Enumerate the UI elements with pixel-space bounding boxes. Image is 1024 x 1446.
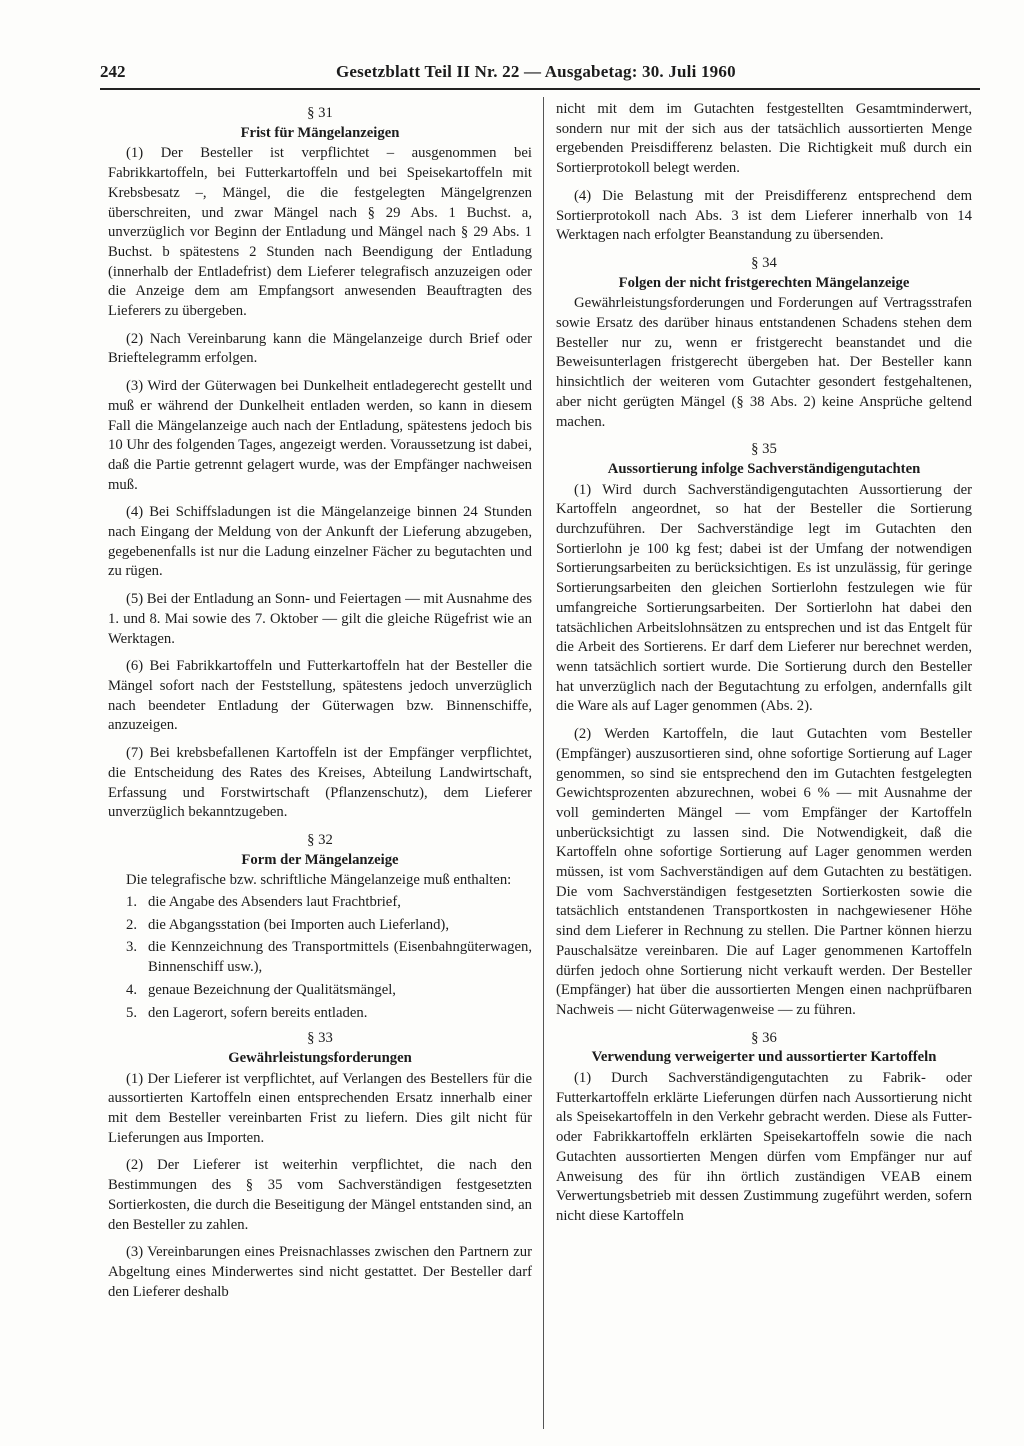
section-title: Verwendung verweigerter und aussortierter Kartoffeln: [591, 1049, 937, 1066]
running-title: Gesetzblatt Teil II Nr. 22 — Ausgabetag: 30. Juli 1960: [336, 62, 736, 81]
requirements-list: [108, 893, 532, 1023]
paragraph: (1) Der Lieferer ist verpflichtet, auf Verlangen des Bestellers für die aussortierten Kartoffeln einen entsprechenden Ersatz innerhalb einer mit dem Besteller vereinbarten Frist zu liefern. Dies gilt nicht für Lieferungen aus Importen.: [108, 1070, 532, 1146]
section-title: Aussortierung infolge Sachverständigengutachten: [607, 460, 921, 477]
section-number: § 36: [751, 1029, 777, 1046]
paragraph: (4) Die Belastung mit der Preisdifferenz entsprechend dem Sortierprotokoll nach Abs. 3 ist dem Lieferer innerhalb von 14 Werktagen nach erfolgter Beanstandung zu übersenden.: [556, 187, 972, 244]
paragraph: (2) Der Lieferer ist weiterhin verpflichtet, die nach den Bestimmungen des § 35 vom Sachverständigen festgesetzten Sortierkosten, die durch die Beseitigung der Mängel entstanden sind, an den Besteller zu zahlen.: [108, 1157, 532, 1233]
paragraph: (1) Wird durch Sachverständigengutachten Aussortierung der Kartoffeln angeordnet, so hat der Besteller die Sortierung durchzuführen. Der Sachverständige legt im Gutachten den Sortierlohn je 100 kg fest; dabei ist der Umfang der notwendigen Sortierungsarbeiten zu berücksichtigen. Es ist unzulässig, für geringe Sortierungsarbeiten den gleichen Sortierlohn festzulegen wie für umfangreiche Sortierungsarbeiten. Der Sortierlohn hat dabei den tatsächlichen Arbeitslohnsätzen zu entsprechen und ist das Entgelt für die Arbeit des Sortierens. Er darf dem Lieferer nur berechnet werden, wenn tatsächlich sortiert wurde. Die Sortierung durch den Besteller hat unverzüglich nach der Begutachtung zu erfolgen, andernfalls gilt die Ware als auf Lager genommen (Abs. 2).: [556, 481, 972, 715]
list-item: 5. den Lagerort, sofern bereits entladen.: [126, 1004, 368, 1021]
section-title: Frist für Mängelanzeigen: [240, 124, 400, 141]
list-item: 3. die Kennzeichnung des Transportmittels (Eisenbahngüterwagen, Binnenschiff usw.),: [126, 939, 532, 976]
paragraph: nicht mit dem im Gutachten festgestellten Gesamtminderwert, sondern nur mit der sich aus der tatsächlich aussortierten Menge ergebenden Preisdifferenz belasten. Die Richtigkeit muß durch ein Sortierprotokoll belegt werden.: [556, 101, 972, 177]
section-title: Form der Mängelanzeige: [241, 851, 399, 868]
paragraph: (1) Der Besteller ist verpflichtet – ausgenommen bei Fabrikkartoffeln, bei Futterkartoffeln und bei Speisekartoffeln mit Krebsbesatz –, Mängel, die die festgelegten Mängelgrenzen überschreiten, und zwar Mängel nach § 29 Abs. 1 Buchst. a, unverzüglich vor Beginn der Entladung und Mängel nach § 29 Abs. 1 Buchst. b spätestens 2 Stunden nach Beendigung der Entladung (innerhalb der Entladefrist) dem Lieferer telegrafisch anzuzeigen oder die Anzeige dem am Empfangsort anwesenden Beauftragten des Lieferers zu übergeben.: [108, 145, 532, 320]
paragraph: (1) Durch Sachverständigengutachten zu Fabrik- oder Futterkartoffeln erklärte Lieferungen dürfen nach Aussortierung nicht als Speisekartoffeln in den Verkehr gebracht werden. Diese als Futter- oder Fabrikkartoffeln erklärten Speisekartoffeln sowie die nach Gutachten aussortierten Mengen dürfen vom Empfänger nur auf Anweisung des für ihn örtlich zuständigen VEAB einem Verwertungsbetrieb mit dessen Zustimmung zugeführt werden, sofern nicht diese Kartoffeln: [556, 1070, 972, 1224]
paragraph: (2) Nach Vereinbarung kann die Mängelanzeige durch Brief oder Brieftelegramm erfolgen.: [108, 330, 532, 367]
paragraph: (7) Bei krebsbefallenen Kartoffeln ist der Empfänger verpflichtet, die Entscheidung des Rates des Kreises, Abteilung Landwirtschaft, Erfassung und Forstwirtschaft (Pflanzenschutz), dem Lieferer unverzüglich bekanntzugeben.: [108, 745, 532, 821]
section-number: § 34: [751, 254, 777, 271]
paragraph: (6) Bei Fabrikkartoffeln und Futterkartoffeln hat der Besteller die Mängel sofort nach der Feststellung, spätestens jedoch unverzüglich nach beendeter Entladung der Güterwagen bzw. Binnenschiffe, anzuzeigen.: [108, 658, 532, 734]
paragraph: Gewährleistungsforderungen und Forderungen auf Vertragsstrafen sowie Ersatz des darüber hinaus entstandenen Schadens stehen dem Besteller nur zu, wenn er fristgerecht beanstandet und die Beweisunterlagen fristgerecht übergeben hat. Der Besteller kann hinsichtlich der weiteren vom Gutachter gesondert festgehaltenen, aber nicht gerügten Mängel (§ 38 Abs. 2) keine Ansprüche geltend machen.: [556, 295, 972, 430]
list-item: 4. genaue Bezeichnung der Qualitätsmängel,: [126, 981, 396, 998]
page-number: 242: [100, 62, 126, 81]
paragraph: Die telegrafische bzw. schriftliche Mängelanzeige muß enthalten:: [126, 872, 512, 889]
section-number: § 32: [307, 831, 333, 848]
paragraph: (3) Vereinbarungen eines Preisnachlasses zwischen den Partnern zur Abgeltung eines Minderwertes sind nicht gestattet. Der Besteller darf den Lieferer deshalb: [108, 1244, 532, 1300]
page-header: [100, 58, 980, 90]
section-number: § 33: [307, 1030, 333, 1047]
list-item: 2. die Abgangsstation (bei Importen auch Lieferland),: [126, 916, 449, 933]
left-column: [108, 100, 532, 1310]
paragraph: (2) Werden Kartoffeln, die laut Gutachten vom Besteller (Empfänger) auszusortieren sind, ohne sofortige Sortierung auf Lager genommen, so sind sie entsprechend den im Gutachten festgelegten Gewichtsprozenten abzurechnen, wobei 6 % — mit Ausnahme der voll geminderten Mängel — vom Empfänger der Kartoffeln unberücksichtigt zu lassen sind. Die Notwendigkeit, daß die Kartoffeln ohne sofortige Sortierung auf Lager genommen werden müssen, ist vom Sachverständigen auf dem Gutachten zu bestätigen. Die vom Sachverständigen festgesetzten Sortierkosten sowie die tatsächlich entstandenen Transportkosten in nachgewiesener Höhe sind dem Lieferer in Rechnung zu stellen. Die Partner können hierzu Pauschalsätze vereinbaren. Die auf Lager genommenen Kartoffeln dürfen jedoch ohne Sortierung nicht verkauft werden. Der Besteller (Empfänger) hat über die aussortierten Mengen einen nachprüfbaren Nachweis — nicht Güterwagenweise — zu führen.: [556, 726, 972, 1018]
section-title: Folgen der nicht fristgerechten Mängelanzeige: [618, 274, 910, 291]
paragraph: (3) Wird der Güterwagen bei Dunkelheit entladegerecht gestellt und muß er während der Dunkelheit entladen werden, so kann in diesem Fall die Mängelanzeige auch nach der Entladung, spätestens jedoch bis 10 Uhr des folgenden Tages, angezeigt werden. Voraussetzung ist dabei, daß die Partie getrennt gelagert wurde, was der Empfänger nachweisen muß.: [108, 378, 532, 493]
section-number: § 35: [751, 441, 777, 458]
right-column: [556, 100, 972, 1235]
paragraph: (4) Bei Schiffsladungen ist die Mängelanzeige binnen 24 Stunden nach Eingang der Meldung von der Ankunft der Lieferung abzugeben, gegebenenfalls ist nur die Ladung einzelner Fächer zu begutachten und zu rügen.: [108, 504, 532, 580]
list-item: 1. die Angabe des Absenders laut Frachtbrief,: [126, 894, 401, 911]
paragraph: (5) Bei der Entladung an Sonn- und Feiertagen — mit Ausnahme des 1. und 8. Mai sowie des 7. Oktober — gilt die gleiche Rügefrist wie an Werktagen.: [108, 591, 532, 647]
column-divider: [543, 97, 544, 1429]
section-number: § 31: [307, 105, 333, 121]
section-title: Gewährleistungsforderungen: [228, 1049, 412, 1066]
